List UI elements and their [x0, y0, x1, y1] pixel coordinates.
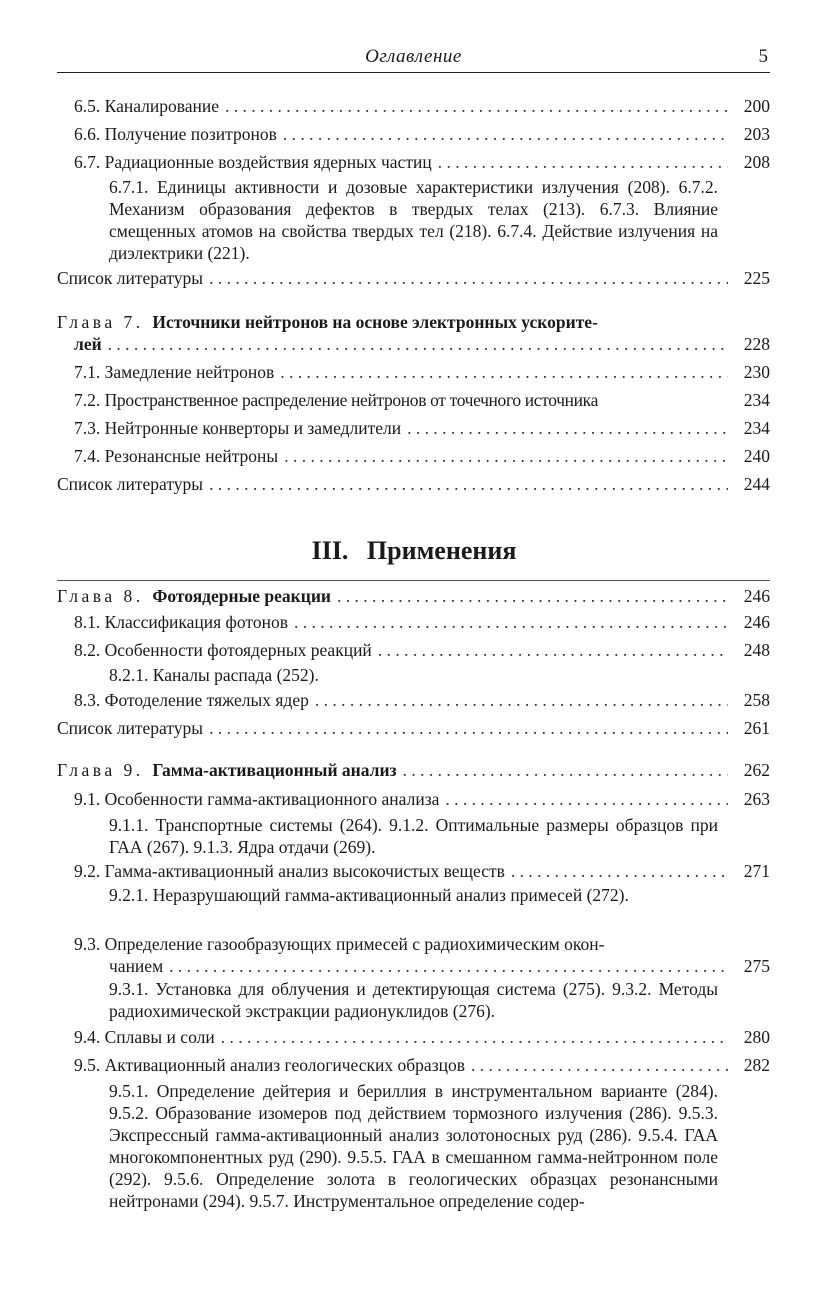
toc-bibliography[interactable]: Список литературы . . . 244: [57, 474, 770, 498]
toc-entry[interactable]: 9.2. Гамма-активационный анализ высокочистых веществ . . . 271: [74, 861, 770, 885]
header-title: Оглавление: [365, 46, 462, 67]
toc-entry[interactable]: 9.4. Сплавы и соли . . . 280: [74, 1027, 770, 1051]
chapter-heading[interactable]: Глава 9. Гамма-активационный анализ . . . 262: [57, 760, 770, 784]
chapter-heading[interactable]: Глава 8. Фотоядерные реакции . . . 246: [57, 586, 770, 610]
toc-entry[interactable]: 9.3. Определение газообразующих примесей с радиохимическим окон-: [74, 934, 605, 954]
toc-subentries: 9.5.1. Определение дейтерия и бериллия в инструментальном варианте (284). 9.5.2. Образование изомеров под действием тормозного излучения (286). 9.5.3. Экспрессный гамма-активационный анализ золотоносных руд (286). 9.5.4. ГАА многокомпонентных руд (290). 9.5.5. ГАА в смешанном гамма-нейтронном поле (292). 9.5.6. Определение золота в геологических образцах резонансными нейтронами (294). 9.5.7. Инструментальное определение содер-: [109, 1081, 718, 1211]
toc-entry[interactable]: 7.3. Нейтронные конверторы и замедлители . . . 234: [74, 418, 770, 442]
toc-subentries: 6.7.1. Единицы активности и дозовые характеристики излучения (208). 6.7.2. Механизм образования дефектов в твердых телах (213). 6.7.3. Влияние смещенных атомов на свойства твердых тел (218). 6.7.4. Действие излучения на диэлектрики (221).: [109, 177, 718, 263]
running-header: [57, 44, 770, 73]
toc-bibliography[interactable]: Список литературы . . . 225: [57, 268, 770, 292]
toc-entry[interactable]: 6.5. Каналирование . . . 200: [74, 96, 770, 120]
part-rule: [57, 580, 770, 581]
toc-entry[interactable]: 7.4. Резонансные нейтроны . . . 240: [74, 446, 770, 470]
toc-entry[interactable]: 6.6. Получение позитронов . . . 203: [74, 124, 770, 148]
chapter-heading-cont[interactable]: лей . . . 228: [74, 334, 770, 358]
toc-entry[interactable]: 8.3. Фотоделение тяжелых ядер . . . 258: [74, 690, 770, 714]
toc-entry[interactable]: 8.1. Классификация фотонов . . . 246: [74, 612, 770, 636]
toc-bibliography[interactable]: Список литературы . . . 261: [57, 718, 770, 742]
toc-entry[interactable]: 6.7. Радиационные воздействия ядерных частиц . . . 208: [74, 152, 770, 176]
toc-entry[interactable]: 7.2. Пространственное распределение нейтронов от точечного источника 234: [74, 390, 770, 410]
toc-entry[interactable]: 8.2. Особенности фотоядерных реакций . . . 248: [74, 640, 770, 664]
toc-subentries: 9.1.1. Транспортные системы (264). 9.1.2. Оптимальные размеры образцов при ГАА (267). 9.1.3. Ядра отдачи (269).: [109, 815, 718, 857]
toc-subentries: 9.2.1. Неразрушающий гамма-активационный анализ примесей (272).: [109, 885, 629, 905]
toc-subentries: 9.3.1. Установка для облучения и детектирующая система (275). 9.3.2. Методы радиохимической экстракции радионуклидов (276).: [109, 979, 718, 1021]
page-number: 5: [758, 46, 768, 67]
toc-subentries: 8.2.1. Каналы распада (252).: [109, 665, 319, 685]
toc-entry[interactable]: 9.5. Активационный анализ геологических образцов . . . 282: [74, 1055, 770, 1079]
chapter-heading[interactable]: Глава 7. Источники нейтронов на основе электронных ускорите-: [57, 312, 598, 332]
part-heading: III. Применения: [311, 536, 517, 565]
toc-entry-cont[interactable]: чанием . . . 275: [109, 956, 770, 980]
toc-entry[interactable]: 9.1. Особенности гамма-активационного анализа . . . 263: [74, 789, 770, 813]
toc-entry[interactable]: 7.1. Замедление нейтронов . . . 230: [74, 362, 770, 386]
